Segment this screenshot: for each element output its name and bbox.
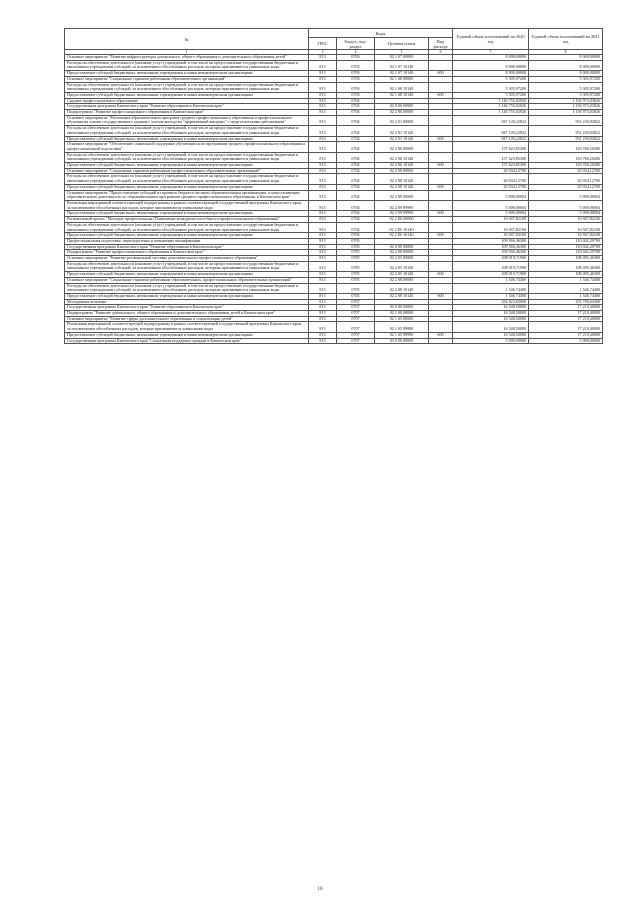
row-target-article: 02 1 08 00000 bbox=[375, 76, 429, 82]
row-sum-2020: 1 546,74400 bbox=[453, 283, 529, 293]
row-sum-2021: 16 947,82100 bbox=[529, 217, 603, 223]
row-expense-type bbox=[429, 322, 453, 332]
row-razdel: 0704 bbox=[337, 142, 375, 152]
row-name: Предоставление субсидий бюджетным, автономным учреждениям и иным некоммерческим организациям bbox=[65, 272, 309, 278]
row-razdel: 0704 bbox=[337, 104, 375, 110]
row-sum-2021: 1 546,74400 bbox=[529, 277, 603, 283]
row-target-article: 02 0 00 00000 bbox=[375, 244, 429, 250]
row-target-article: 02 2 06 10140 bbox=[375, 152, 429, 162]
row-name: Основное мероприятие "Развитие сферы дополнительного образования и социализации детей" bbox=[65, 316, 309, 322]
row-sum-2021: 16 947,82100 bbox=[529, 222, 603, 232]
row-grbs: 813 bbox=[309, 238, 337, 244]
row-target-article: 03 0 00 00000 bbox=[375, 338, 429, 344]
row-target-article: 02 2 09 99990 bbox=[375, 200, 429, 210]
header-codes-group: Коды bbox=[309, 29, 453, 38]
row-sum-2021: 17 210,40000 bbox=[529, 332, 603, 338]
row-sum-2021: 163 760,20200 bbox=[529, 142, 603, 152]
row-razdel: 0704 bbox=[337, 200, 375, 210]
row-sum-2021: 5 000,00000 bbox=[529, 338, 603, 344]
row-razdel: 0704 bbox=[337, 222, 375, 232]
row-sum-2021: 17 210,40000 bbox=[529, 305, 603, 311]
header-target-article: Целевая статья bbox=[375, 38, 429, 50]
row-grbs: 813 bbox=[309, 126, 337, 136]
row-target-article: 02 2 08 10140 bbox=[375, 184, 429, 190]
row-sum-2021: 5 305,97200 bbox=[529, 82, 603, 92]
row-target-article: 02 2 05 00000 bbox=[375, 256, 429, 262]
row-expense-type: 600 bbox=[429, 211, 453, 217]
row-target-article: 02 2 E6 10140 bbox=[375, 222, 429, 232]
row-sum-2020: 5 305,97200 bbox=[453, 92, 529, 98]
row-name: Расходы на обеспечение деятельности (оказание услуг) учреждений, в том числе на предоставление государственным бюджетным и автономным учреждениям субсидий, за исключением обособленных расходов, которым присваиваются уникальные коды bbox=[65, 152, 309, 162]
row-razdel: 0705 bbox=[337, 238, 375, 244]
row-grbs: 813 bbox=[309, 152, 337, 162]
row-razdel: 0704 bbox=[337, 126, 375, 136]
row-sum-2021: 16 947,82100 bbox=[529, 233, 603, 239]
row-expense-type: 600 bbox=[429, 332, 453, 338]
row-sum-2020: 20 034,12700 bbox=[453, 174, 529, 184]
row-sum-2020: 108 019,71900 bbox=[453, 256, 529, 262]
row-razdel: 0703 bbox=[337, 55, 375, 61]
row-razdel: 0704 bbox=[337, 211, 375, 217]
row-sum-2020: 109 566,46300 bbox=[453, 238, 529, 244]
row-target-article: 02 2 E6 00000 bbox=[375, 217, 429, 223]
row-grbs: 813 bbox=[309, 76, 337, 82]
row-sum-2020: 5 000,00004 bbox=[453, 190, 529, 200]
row-sum-2021: 951 230,83822 bbox=[529, 126, 603, 136]
row-target-article: 02 1 00 00000 bbox=[375, 311, 429, 317]
table-row bbox=[65, 222, 603, 232]
row-name: Расходы на обеспечение деятельности (оказание услуг) учреждений, в том числе на предоставление государственным бюджетным и автономным учреждениям субсидий, за исключением обособленных расходов, которым присваиваются уникальные коды bbox=[65, 126, 309, 136]
row-name: Основное мероприятие "Социальные гарантии работникам образовательных, профессиональных образовательных организаций" bbox=[65, 277, 309, 283]
row-name: Расходы на обеспечение деятельности (оказание услуг) учреждений, в том числе на предоставление государственным бюджетным и автономным учреждениям субсидий, за исключением обособленных расходов, которым присваиваются уникальные коды bbox=[65, 82, 309, 92]
row-sum-2020: 109 566,46300 bbox=[453, 244, 529, 250]
row-grbs: 813 bbox=[309, 338, 337, 344]
row-sum-2020: 16 947,82100 bbox=[453, 222, 529, 232]
row-razdel: 0704 bbox=[337, 152, 375, 162]
row-expense-type bbox=[429, 200, 453, 210]
row-sum-2020: 8 000,00000 bbox=[453, 55, 529, 61]
row-sum-2021: 108 495,46300 bbox=[529, 272, 603, 278]
row-grbs: 813 bbox=[309, 305, 337, 311]
row-grbs: 813 bbox=[309, 174, 337, 184]
table-row bbox=[65, 200, 603, 210]
row-target-article: 02 2 09 99990 bbox=[375, 211, 429, 217]
row-name: Государственная программа Камчатского края "Развитие образования в Камчатском крае" bbox=[65, 244, 309, 250]
row-razdel: 0705 bbox=[337, 250, 375, 256]
row-razdel: 0704 bbox=[337, 163, 375, 169]
row-grbs: 813 bbox=[309, 293, 337, 299]
row-grbs: 813 bbox=[309, 332, 337, 338]
row-sum-2021: 110 042,29700 bbox=[529, 250, 603, 256]
row-expense-type: 600 bbox=[429, 184, 453, 190]
row-sum-2021: 17 210,40000 bbox=[529, 316, 603, 322]
header-index: 1 bbox=[65, 50, 309, 55]
table-row bbox=[65, 322, 603, 332]
row-sum-2020: 16 548,50000 bbox=[453, 316, 529, 322]
row-razdel: 0704 bbox=[337, 168, 375, 174]
row-name: Среднее профессиональное образование bbox=[65, 98, 309, 104]
header-index: 6 bbox=[429, 50, 453, 55]
row-sum-2020: 1 146 755,02926 bbox=[453, 98, 529, 104]
row-grbs: 813 bbox=[309, 322, 337, 332]
row-target-article: 02 1 05 00000 bbox=[375, 316, 429, 322]
row-name: Предоставление субсидий бюджетным, автономным учреждениям и иным некоммерческим организациям bbox=[65, 233, 309, 239]
row-name: Подпрограмма "Развитие профессионального образования в Камчатском крае" bbox=[65, 250, 309, 256]
header-number: № bbox=[65, 29, 309, 50]
header-index: 4 bbox=[337, 50, 375, 55]
row-grbs: 813 bbox=[309, 316, 337, 322]
row-razdel: 0707 bbox=[337, 305, 375, 311]
table-row bbox=[65, 60, 603, 70]
row-target-article: 02 2 05 10140 bbox=[375, 261, 429, 271]
row-name: Предоставление субсидий бюджетным, автономным учреждениям и иным некоммерческим организациям bbox=[65, 92, 309, 98]
row-razdel: 0705 bbox=[337, 293, 375, 299]
row-target-article: 02 2 01 10140 bbox=[375, 126, 429, 136]
row-expense-type bbox=[429, 283, 453, 293]
row-name: Профессиональная подготовка, переподготовка и повышение квалификации bbox=[65, 238, 309, 244]
row-sum-2020: 157 623,85300 bbox=[453, 152, 529, 162]
row-grbs: 813 bbox=[309, 142, 337, 152]
row-razdel: 0704 bbox=[337, 115, 375, 125]
row-sum-2021: 5 000,00004 bbox=[529, 211, 603, 217]
row-razdel: 0704 bbox=[337, 190, 375, 200]
row-grbs: 813 bbox=[309, 256, 337, 262]
row-target-article: 02 2 06 10140 bbox=[375, 163, 429, 169]
row-sum-2020: 5 305,97200 bbox=[453, 82, 529, 92]
row-sum-2020: 1 146 755,02926 bbox=[453, 110, 529, 116]
row-sum-2020: 108 019,71900 bbox=[453, 272, 529, 278]
row-name: Молодежная политика bbox=[65, 299, 309, 305]
row-name: Подпрограмма "Развитие дошкольного, общего образования и дополнительного образования детей в Камчатском крае" bbox=[65, 311, 309, 317]
row-expense-type bbox=[429, 261, 453, 271]
row-sum-2021: 8 000,00000 bbox=[529, 60, 603, 70]
row-sum-2020: 16 548,50000 bbox=[453, 305, 529, 311]
row-razdel: 0707 bbox=[337, 338, 375, 344]
row-sum-2021: 951 230,83822 bbox=[529, 136, 603, 142]
row-razdel: 0705 bbox=[337, 244, 375, 250]
row-grbs: 813 bbox=[309, 55, 337, 61]
table-row bbox=[65, 152, 603, 162]
row-name: Основное мероприятие "Развитие региональной системы дополнительного профессионального образования" bbox=[65, 256, 309, 262]
row-razdel: 0705 bbox=[337, 283, 375, 293]
row-grbs: 813 bbox=[309, 233, 337, 239]
row-expense-type bbox=[429, 60, 453, 70]
row-name: Предоставление субсидий бюджетным, автономным учреждениям и иным некоммерческим организациям bbox=[65, 211, 309, 217]
row-expense-type bbox=[429, 142, 453, 152]
header-sum-2021: Годовой объем ассигнований на 2021 год bbox=[529, 29, 603, 50]
row-sum-2021: 255 790,64300 bbox=[529, 299, 603, 305]
table-header bbox=[65, 29, 603, 55]
row-target-article: 02 1 07 10140 bbox=[375, 71, 429, 77]
row-target-article: 02 2 00 00000 bbox=[375, 110, 429, 116]
row-sum-2020: 5 305,97200 bbox=[453, 76, 529, 82]
row-sum-2021: 20 034,12700 bbox=[529, 184, 603, 190]
row-expense-type bbox=[429, 152, 453, 162]
row-name: Государственная программа Камчатского края "Развитие образования в Камчатском крае" bbox=[65, 104, 309, 110]
budget-table bbox=[64, 28, 603, 344]
row-sum-2021: 110 042,29700 bbox=[529, 238, 603, 244]
row-sum-2021: 5 000,00004 bbox=[529, 190, 603, 200]
row-name: Основное мероприятие "Развитие инфраструктуры дошкольного, общего образования и дополнительного образования детей" bbox=[65, 55, 309, 61]
row-sum-2020: 5 000,00004 bbox=[453, 200, 529, 210]
row-sum-2020: 947 149,22822 bbox=[453, 126, 529, 136]
row-sum-2021: 5 305,97200 bbox=[529, 76, 603, 82]
row-sum-2020: 5 000,00004 bbox=[453, 211, 529, 217]
row-sum-2021: 163 760,20200 bbox=[529, 152, 603, 162]
row-grbs: 813 bbox=[309, 283, 337, 293]
row-sum-2020: 16 947,82100 bbox=[453, 233, 529, 239]
row-grbs: 813 bbox=[309, 299, 337, 305]
row-expense-type bbox=[429, 338, 453, 344]
row-sum-2021: 1 546,74400 bbox=[529, 283, 603, 293]
row-target-article: 02 2 05 10140 bbox=[375, 272, 429, 278]
row-target-article: 02 2 06 00000 bbox=[375, 142, 429, 152]
row-target-article: 02 2 08 00000 bbox=[375, 168, 429, 174]
row-expense-type: 600 bbox=[429, 233, 453, 239]
row-sum-2021: 1 546,74400 bbox=[529, 293, 603, 299]
row-grbs: 813 bbox=[309, 92, 337, 98]
row-sum-2020: 16 548,50000 bbox=[453, 332, 529, 338]
row-grbs: 813 bbox=[309, 217, 337, 223]
row-name: Предоставление субсидий бюджетным, автономным учреждениям и иным некоммерческим организациям bbox=[65, 163, 309, 169]
row-sum-2021: 1 156 973,03826 bbox=[529, 110, 603, 116]
row-target-article: 02 2 08 10140 bbox=[375, 283, 429, 293]
row-grbs: 813 bbox=[309, 261, 337, 271]
row-sum-2021: 1 156 973,03826 bbox=[529, 98, 603, 104]
row-name: Основное мероприятие "Социальные гарантии работникам образовательных организаций" bbox=[65, 76, 309, 82]
row-sum-2021: 20 034,12700 bbox=[529, 168, 603, 174]
table-row bbox=[65, 142, 603, 152]
row-name: Предоставление субсидий бюджетным, автономным учреждениям и иным некоммерческим организациям bbox=[65, 136, 309, 142]
row-name: Региональный проект "Молодые профессионалы (Повышение конкурентоспособности профессионального образования)" bbox=[65, 217, 309, 223]
row-razdel: 0704 bbox=[337, 136, 375, 142]
row-grbs: 813 bbox=[309, 168, 337, 174]
row-grbs: 813 bbox=[309, 136, 337, 142]
header-grbs: ГРБС bbox=[309, 38, 337, 50]
row-name: Предоставление субсидий бюджетным, автономным учреждениям и иным некоммерческим организациям bbox=[65, 293, 309, 299]
row-target-article: 02 2 01 10140 bbox=[375, 136, 429, 142]
row-sum-2021: 5 000,00004 bbox=[529, 200, 603, 210]
header-sum-2020: Годовой объем ассигнований на 2020 год bbox=[453, 29, 529, 50]
row-target-article: 02 1 07 10140 bbox=[375, 60, 429, 70]
header-index: 7 bbox=[453, 50, 529, 55]
row-target-article: 02 1 05 99990 bbox=[375, 322, 429, 332]
header-index: 8 bbox=[529, 50, 603, 55]
row-sum-2020: 16 947,82100 bbox=[453, 217, 529, 223]
row-target-article: 02 1 07 00000 bbox=[375, 55, 429, 61]
row-target-article: 02 2 08 10140 bbox=[375, 174, 429, 184]
budget-table-sheet bbox=[64, 28, 602, 344]
row-name: Расходы на обеспечение деятельности (оказание услуг) учреждений, в том числе на предоставление государственным бюджетным и автономным учреждениям субсидий, за исключением обособленных расходов, которым присваиваются уникальные коды bbox=[65, 60, 309, 70]
row-grbs: 813 bbox=[309, 110, 337, 116]
row-grbs: 813 bbox=[309, 190, 337, 200]
row-sum-2021: 5 305,97200 bbox=[529, 92, 603, 98]
row-sum-2020: 1 546,74400 bbox=[453, 293, 529, 299]
row-razdel: 0704 bbox=[337, 98, 375, 104]
row-name: Расходы на обеспечение деятельности (оказание услуг) учреждений, в том числе на предоставление государственным бюджетным и автономным учреждениям субсидий, за исключением обособленных расходов, которым присваиваются уникальные коды bbox=[65, 222, 309, 232]
row-razdel: 0703 bbox=[337, 76, 375, 82]
row-grbs: 813 bbox=[309, 200, 337, 210]
row-name: Предоставление субсидий бюджетным, автономным учреждениям и иным некоммерческим организациям bbox=[65, 332, 309, 338]
row-sum-2020: 108 019,71900 bbox=[453, 261, 529, 271]
row-sum-2020: 109 566,46300 bbox=[453, 250, 529, 256]
row-sum-2020: 16 548,50000 bbox=[453, 311, 529, 317]
header-index: 3 bbox=[309, 50, 337, 55]
row-razdel: 0704 bbox=[337, 174, 375, 184]
row-grbs: 813 bbox=[309, 104, 337, 110]
row-sum-2021: 20 034,12700 bbox=[529, 174, 603, 184]
table-row bbox=[65, 283, 603, 293]
row-sum-2020: 16 548,50000 bbox=[453, 322, 529, 332]
row-razdel: 0703 bbox=[337, 60, 375, 70]
row-grbs: 813 bbox=[309, 115, 337, 125]
row-expense-type: 600 bbox=[429, 293, 453, 299]
row-razdel: 0703 bbox=[337, 92, 375, 98]
row-sum-2021: 951 230,83822 bbox=[529, 115, 603, 125]
row-name: Основное мероприятие "Реализация образовательных программ среднего профессионального образования и профессионального обучения на основе государственного задания с учетом выхода на "эффективный контракт" с педагогическими работниками" bbox=[65, 115, 309, 125]
row-name: Предоставление субсидий бюджетным, автономным учреждениям и иным некоммерческим организациям bbox=[65, 184, 309, 190]
row-target-article: 02 2 E6 10140 bbox=[375, 233, 429, 239]
row-grbs: 813 bbox=[309, 244, 337, 250]
row-name: Государственная программа Камчатского края "Развитие образования в Камчатском крае" bbox=[65, 305, 309, 311]
row-name: Подпрограмма "Развитие профессионального образования в Камчатском крае" bbox=[65, 110, 309, 116]
row-grbs: 813 bbox=[309, 60, 337, 70]
header-razdel: Раздел, под-раздел bbox=[337, 38, 375, 50]
row-target-article: 02 2 09 00000 bbox=[375, 190, 429, 200]
row-expense-type: 600 bbox=[429, 92, 453, 98]
row-name: Основное мероприятие "Предоставление субсидий из краевого бюджета частным образовательным организациям, осуществляющим образовательную деятельность по образовательным программам среднего профессионального образования, в Камчатском крае" bbox=[65, 190, 309, 200]
row-expense-type bbox=[429, 174, 453, 184]
row-sum-2021: 163 760,20200 bbox=[529, 163, 603, 169]
row-razdel: 0704 bbox=[337, 217, 375, 223]
row-expense-type bbox=[429, 190, 453, 200]
row-razdel: 0707 bbox=[337, 311, 375, 317]
table-row bbox=[65, 126, 603, 136]
row-target-article: 02 2 08 00000 bbox=[375, 277, 429, 283]
row-target-article: 02 2 00 00000 bbox=[375, 250, 429, 256]
row-expense-type: 600 bbox=[429, 71, 453, 77]
row-expense-type: 600 bbox=[429, 272, 453, 278]
row-razdel: 0705 bbox=[337, 256, 375, 262]
row-grbs: 813 bbox=[309, 277, 337, 283]
row-sum-2020: 947 149,22822 bbox=[453, 136, 529, 142]
row-target-article: 02 1 08 10140 bbox=[375, 92, 429, 98]
row-razdel: 0707 bbox=[337, 316, 375, 322]
row-razdel: 0705 bbox=[337, 277, 375, 283]
row-name: Государственная программа Камчатского края "Социальная поддержка граждан в Камчатском крае" bbox=[65, 338, 309, 344]
row-grbs: 813 bbox=[309, 98, 337, 104]
row-name: Расходы на обеспечение деятельности (оказание услуг) учреждений, в том числе на предоставление государственным бюджетным и автономным учреждениям субсидий, за исключением обособленных расходов, которым присваиваются уникальные коды bbox=[65, 261, 309, 271]
row-name: Расходы на обеспечение деятельности (оказание услуг) учреждений, в том числе на предоставление государственным бюджетным и автономным учреждениям субсидий, за исключением обособленных расходов, которым присваиваются уникальные коды bbox=[65, 283, 309, 293]
row-razdel: 0703 bbox=[337, 82, 375, 92]
table-row bbox=[65, 261, 603, 271]
row-grbs: 813 bbox=[309, 272, 337, 278]
row-expense-type bbox=[429, 222, 453, 232]
row-sum-2021: 1 156 973,03826 bbox=[529, 104, 603, 110]
row-sum-2020: 1 546,74400 bbox=[453, 277, 529, 283]
row-expense-type bbox=[429, 82, 453, 92]
row-name: Реализация мероприятий соответствующей подпрограммы в рамках соответствующей государственной программы Камчатского края, за исключением обособленных расходов, которые присваиваются уникальные коды bbox=[65, 200, 309, 210]
row-sum-2021: 8 000,00000 bbox=[529, 71, 603, 77]
row-sum-2021: 17 210,40000 bbox=[529, 322, 603, 332]
row-razdel: 0707 bbox=[337, 299, 375, 305]
row-target-article: 02 2 08 10140 bbox=[375, 293, 429, 299]
page-number: 16 bbox=[317, 887, 323, 892]
row-target-article: 02 2 01 00000 bbox=[375, 115, 429, 125]
row-razdel: 0707 bbox=[337, 322, 375, 332]
row-razdel: 0704 bbox=[337, 184, 375, 190]
row-grbs: 813 bbox=[309, 163, 337, 169]
row-sum-2020: 5 000,00000 bbox=[453, 338, 529, 344]
row-sum-2020: 157 623,85300 bbox=[453, 163, 529, 169]
row-expense-type bbox=[429, 115, 453, 125]
row-target-article: 02 0 00 00000 bbox=[375, 104, 429, 110]
row-name: Реализация мероприятий соответствующей подпрограммы в рамках соответствующей государственной программы Камчатского края, за исключением обособленных расходов, которые присваиваются уникальные коды bbox=[65, 322, 309, 332]
row-sum-2021: 108 495,46300 bbox=[529, 261, 603, 271]
table-row bbox=[65, 115, 603, 125]
row-sum-2020: 20 034,12700 bbox=[453, 168, 529, 174]
header-index: 5 bbox=[375, 50, 429, 55]
row-sum-2021: 17 210,40000 bbox=[529, 311, 603, 317]
row-sum-2021: 108 495,46300 bbox=[529, 256, 603, 262]
row-razdel: 0707 bbox=[337, 332, 375, 338]
header-expense-type: Вид расхода bbox=[429, 38, 453, 50]
table-row bbox=[65, 190, 603, 200]
row-grbs: 813 bbox=[309, 211, 337, 217]
table-body bbox=[65, 55, 603, 344]
row-grbs: 813 bbox=[309, 82, 337, 92]
row-razdel: 0705 bbox=[337, 261, 375, 271]
row-razdel: 0705 bbox=[337, 272, 375, 278]
row-expense-type: 600 bbox=[429, 163, 453, 169]
row-sum-2020: 8 000,00000 bbox=[453, 71, 529, 77]
row-name: Основное мероприятие "Обеспечение социальной поддержки обучающихся по программам среднего профессионального образования и профессиональной подготовки" bbox=[65, 142, 309, 152]
row-target-article: 02 0 00 00000 bbox=[375, 305, 429, 311]
row-grbs: 813 bbox=[309, 311, 337, 317]
row-sum-2020: 157 623,85300 bbox=[453, 142, 529, 152]
row-sum-2020: 254 823,83900 bbox=[453, 299, 529, 305]
row-razdel: 0704 bbox=[337, 110, 375, 116]
row-name: Предоставление субсидий бюджетным, автономным учреждениям и иным некоммерческим организациям bbox=[65, 71, 309, 77]
row-razdel: 0703 bbox=[337, 71, 375, 77]
row-sum-2020: 1 146 755,02926 bbox=[453, 104, 529, 110]
row-target-article: 02 1 05 99990 bbox=[375, 332, 429, 338]
row-sum-2020: 947 149,22822 bbox=[453, 115, 529, 125]
row-razdel: 0704 bbox=[337, 233, 375, 239]
row-grbs: 813 bbox=[309, 71, 337, 77]
row-name: Расходы на обеспечение деятельности (оказание услуг) учреждений, в том числе на предоставление государственным бюджетным и автономным учреждениям субсидий, за исключением обособленных расходов, которым присваиваются уникальные коды bbox=[65, 174, 309, 184]
row-grbs: 813 bbox=[309, 250, 337, 256]
row-sum-2020: 8 000,00000 bbox=[453, 60, 529, 70]
row-name: Основное мероприятие "Социальные гарантии работникам профессиональных образовательных организаций" bbox=[65, 168, 309, 174]
row-expense-type bbox=[429, 126, 453, 136]
table-row bbox=[65, 338, 603, 344]
row-target-article: 02 1 08 10140 bbox=[375, 82, 429, 92]
row-grbs: 813 bbox=[309, 222, 337, 232]
row-expense-type: 600 bbox=[429, 136, 453, 142]
table-row bbox=[65, 174, 603, 184]
row-sum-2020: 20 034,12700 bbox=[453, 184, 529, 190]
row-grbs: 813 bbox=[309, 184, 337, 190]
row-sum-2021: 8 000,00000 bbox=[529, 55, 603, 61]
row-sum-2021: 110 042,29700 bbox=[529, 244, 603, 250]
table-row bbox=[65, 82, 603, 92]
